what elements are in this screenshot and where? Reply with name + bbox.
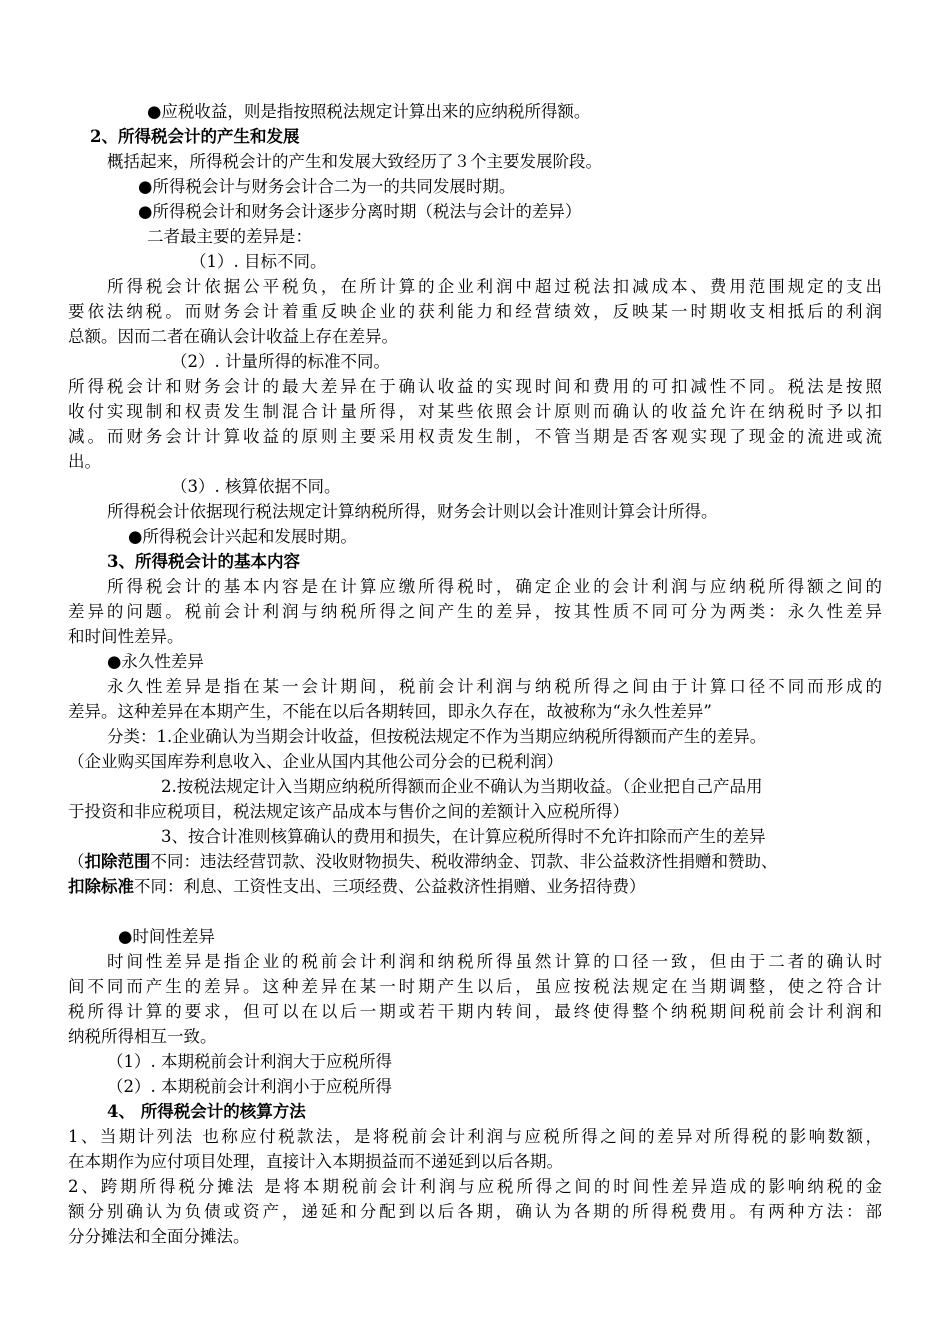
paragraph-line: 3、按合计准则核算确认的费用和损失，在计算应税所得时不允许扣除而产生的差异	[161, 827, 766, 846]
bullet-item: ●所得税会计兴起和发展时期。	[128, 527, 357, 546]
paragraph-line: 分分摊法和全面分摊法。	[68, 1227, 250, 1246]
numbered-item: （1）. 目标不同。	[190, 252, 327, 271]
numbered-item: （2）. 计量所得的标准不同。	[171, 352, 390, 371]
paragraph-line: 总额。因而二者在确认会计收益上存在差异。	[68, 327, 398, 346]
paragraph-line: 所得税会计和财务会计的最大差异在于确认收益的实现时间和费用的可扣减性不同。税法是按照	[68, 377, 882, 396]
paragraph-line	[68, 850, 778, 874]
paragraph-line: 所得税会计的基本内容是在计算应缴所得税时，确定企业的会计利润与应纳税所得额之间的	[107, 577, 882, 596]
paragraph-line: 和时间性差异。	[68, 627, 184, 646]
paragraph-line: 二者最主要的差异是：	[147, 227, 312, 246]
paragraph-line: 差异的问题。税前会计利润与纳税所得之间产生的差异，按其性质不同可分为两类：永久性差异	[68, 602, 882, 621]
paragraph-line: 收付实现制和权责发生制混合计量所得，对某些依照会计原则而确认的收益允许在纳税时予以扣	[68, 402, 882, 421]
paragraph-line: 永久性差异是指在某一会计期间，税前会计利润与纳税所得之间由于计算口径不同而形成的	[107, 677, 882, 696]
paren-open: （	[68, 852, 85, 871]
bullet-item: ●所得税会计和财务会计逐步分离时期（税法与会计的差异）	[138, 202, 582, 221]
paragraph-line: 时间性差异是指企业的税前会计利润和纳税所得虽然计算的口径一致，但由于二者的确认时	[107, 952, 882, 971]
numbered-item: （3）. 核算依据不同。	[171, 477, 341, 496]
paragraph-line: 于投资和非应税项目，税法规定该产品成本与售价之间的差额计入应税所得）	[68, 802, 629, 821]
paragraph-line: （企业购买国库券利息收入、企业从国内其他公司分会的已税利润）	[68, 752, 563, 771]
bullet-permanent-difference: ●永久性差异	[107, 652, 204, 671]
section-heading-2: 2、所得税会计的产生和发展	[90, 127, 300, 146]
paragraph-line: 2、跨期所得税分摊法 是将本期税前会计利润与应税所得之间的时间性差异造成的影响纳税的金	[68, 1177, 882, 1196]
bullet-timing-difference: ●时间性差异	[118, 927, 215, 946]
section-heading-4: 4、 所得税会计的核算方法	[107, 1102, 306, 1121]
paragraph-line: 概括起来，所得税会计的产生和发展大致经历了３个主要发展阶段。	[107, 152, 602, 171]
deduction-standard-label: 扣除标准	[68, 877, 134, 896]
paragraph-line: 1、当期计列法 也称应付税款法，是将税前会计利润与应税所得之间的差异对所得税的影响数额，	[68, 1127, 882, 1146]
numbered-item: （2）. 本期税前会计利润小于应税所得	[107, 1077, 392, 1096]
paragraph-line: 所得税会计依据公平税负，在所计算的企业利润中超过税法扣减成本、费用范围规定的支出	[107, 277, 882, 296]
paragraph-line: 间不同而产生的差异。这种差异在某一时期产生以后，虽应按税法规定在当期调整，使之符合计	[68, 977, 882, 996]
paragraph-line: 减。而财务会计计算收益的原则主要采用权责发生制，不管当期是否客观实现了现金的流进或流	[68, 427, 882, 446]
paragraph-line: 分类：1.企业确认为当期会计收益，但按税法规定不作为当期应纳税所得额而产生的差异。	[107, 727, 767, 746]
section-heading-3: 3、所得税会计的基本内容	[107, 552, 300, 571]
paragraph-line: 税所得计算的要求，但可以在以后一期或若干期内转间，最终使得整个纳税期间税前会计利润和	[68, 1002, 882, 1021]
paragraph-line: 差异。这种差异在本期产生，不能在以后各期转回，即永久存在，故被称为“永久性差异”	[68, 702, 712, 721]
deduction-standard-text: 不同：利息、工资性支出、三项经费、公益救济性捐赠、业务招待费）	[134, 877, 646, 896]
bullet-item: ●所得税会计与财务会计合二为一的共同发展时期。	[138, 177, 516, 196]
deduction-scope-text: 不同：违法经营罚款、没收财物损失、税收滞纳金、罚款、非公益救济性捐赠和赞助、	[150, 852, 778, 871]
paragraph-line: 额分别确认为负债或资产，递延和分配到以后各期，确认为各期的所得税费用。有两种方法：部	[68, 1202, 882, 1221]
deduction-scope-label: 扣除范围	[84, 852, 151, 871]
numbered-item: （1）. 本期税前会计利润大于应税所得	[107, 1052, 392, 1071]
paragraph-line: 出。	[68, 452, 101, 471]
bullet-taxable-income: ●应税收益，则是指按照税法规定计算出来的应纳税所得额。	[147, 102, 591, 121]
paragraph-line: 在本期作为应付项目处理，直接计入本期损益而不递延到以后各期。	[68, 1152, 563, 1171]
paragraph-line: 2.按税法规定计入当期应纳税所得额而企业不确认为当期收益。（企业把自己产品用	[161, 777, 763, 796]
paragraph-line: 所得税会计依据现行税法规定计算纳税所得，财务会计则以会计准则计算会计所得。	[107, 502, 718, 521]
paragraph-line: 纳税所得相互一致。	[68, 1027, 217, 1046]
paragraph-line: 要依法纳税。而财务会计着重反映企业的获利能力和经营绩效，反映某一时期收支相抵后的利润	[68, 302, 882, 321]
paragraph-line	[68, 875, 646, 899]
